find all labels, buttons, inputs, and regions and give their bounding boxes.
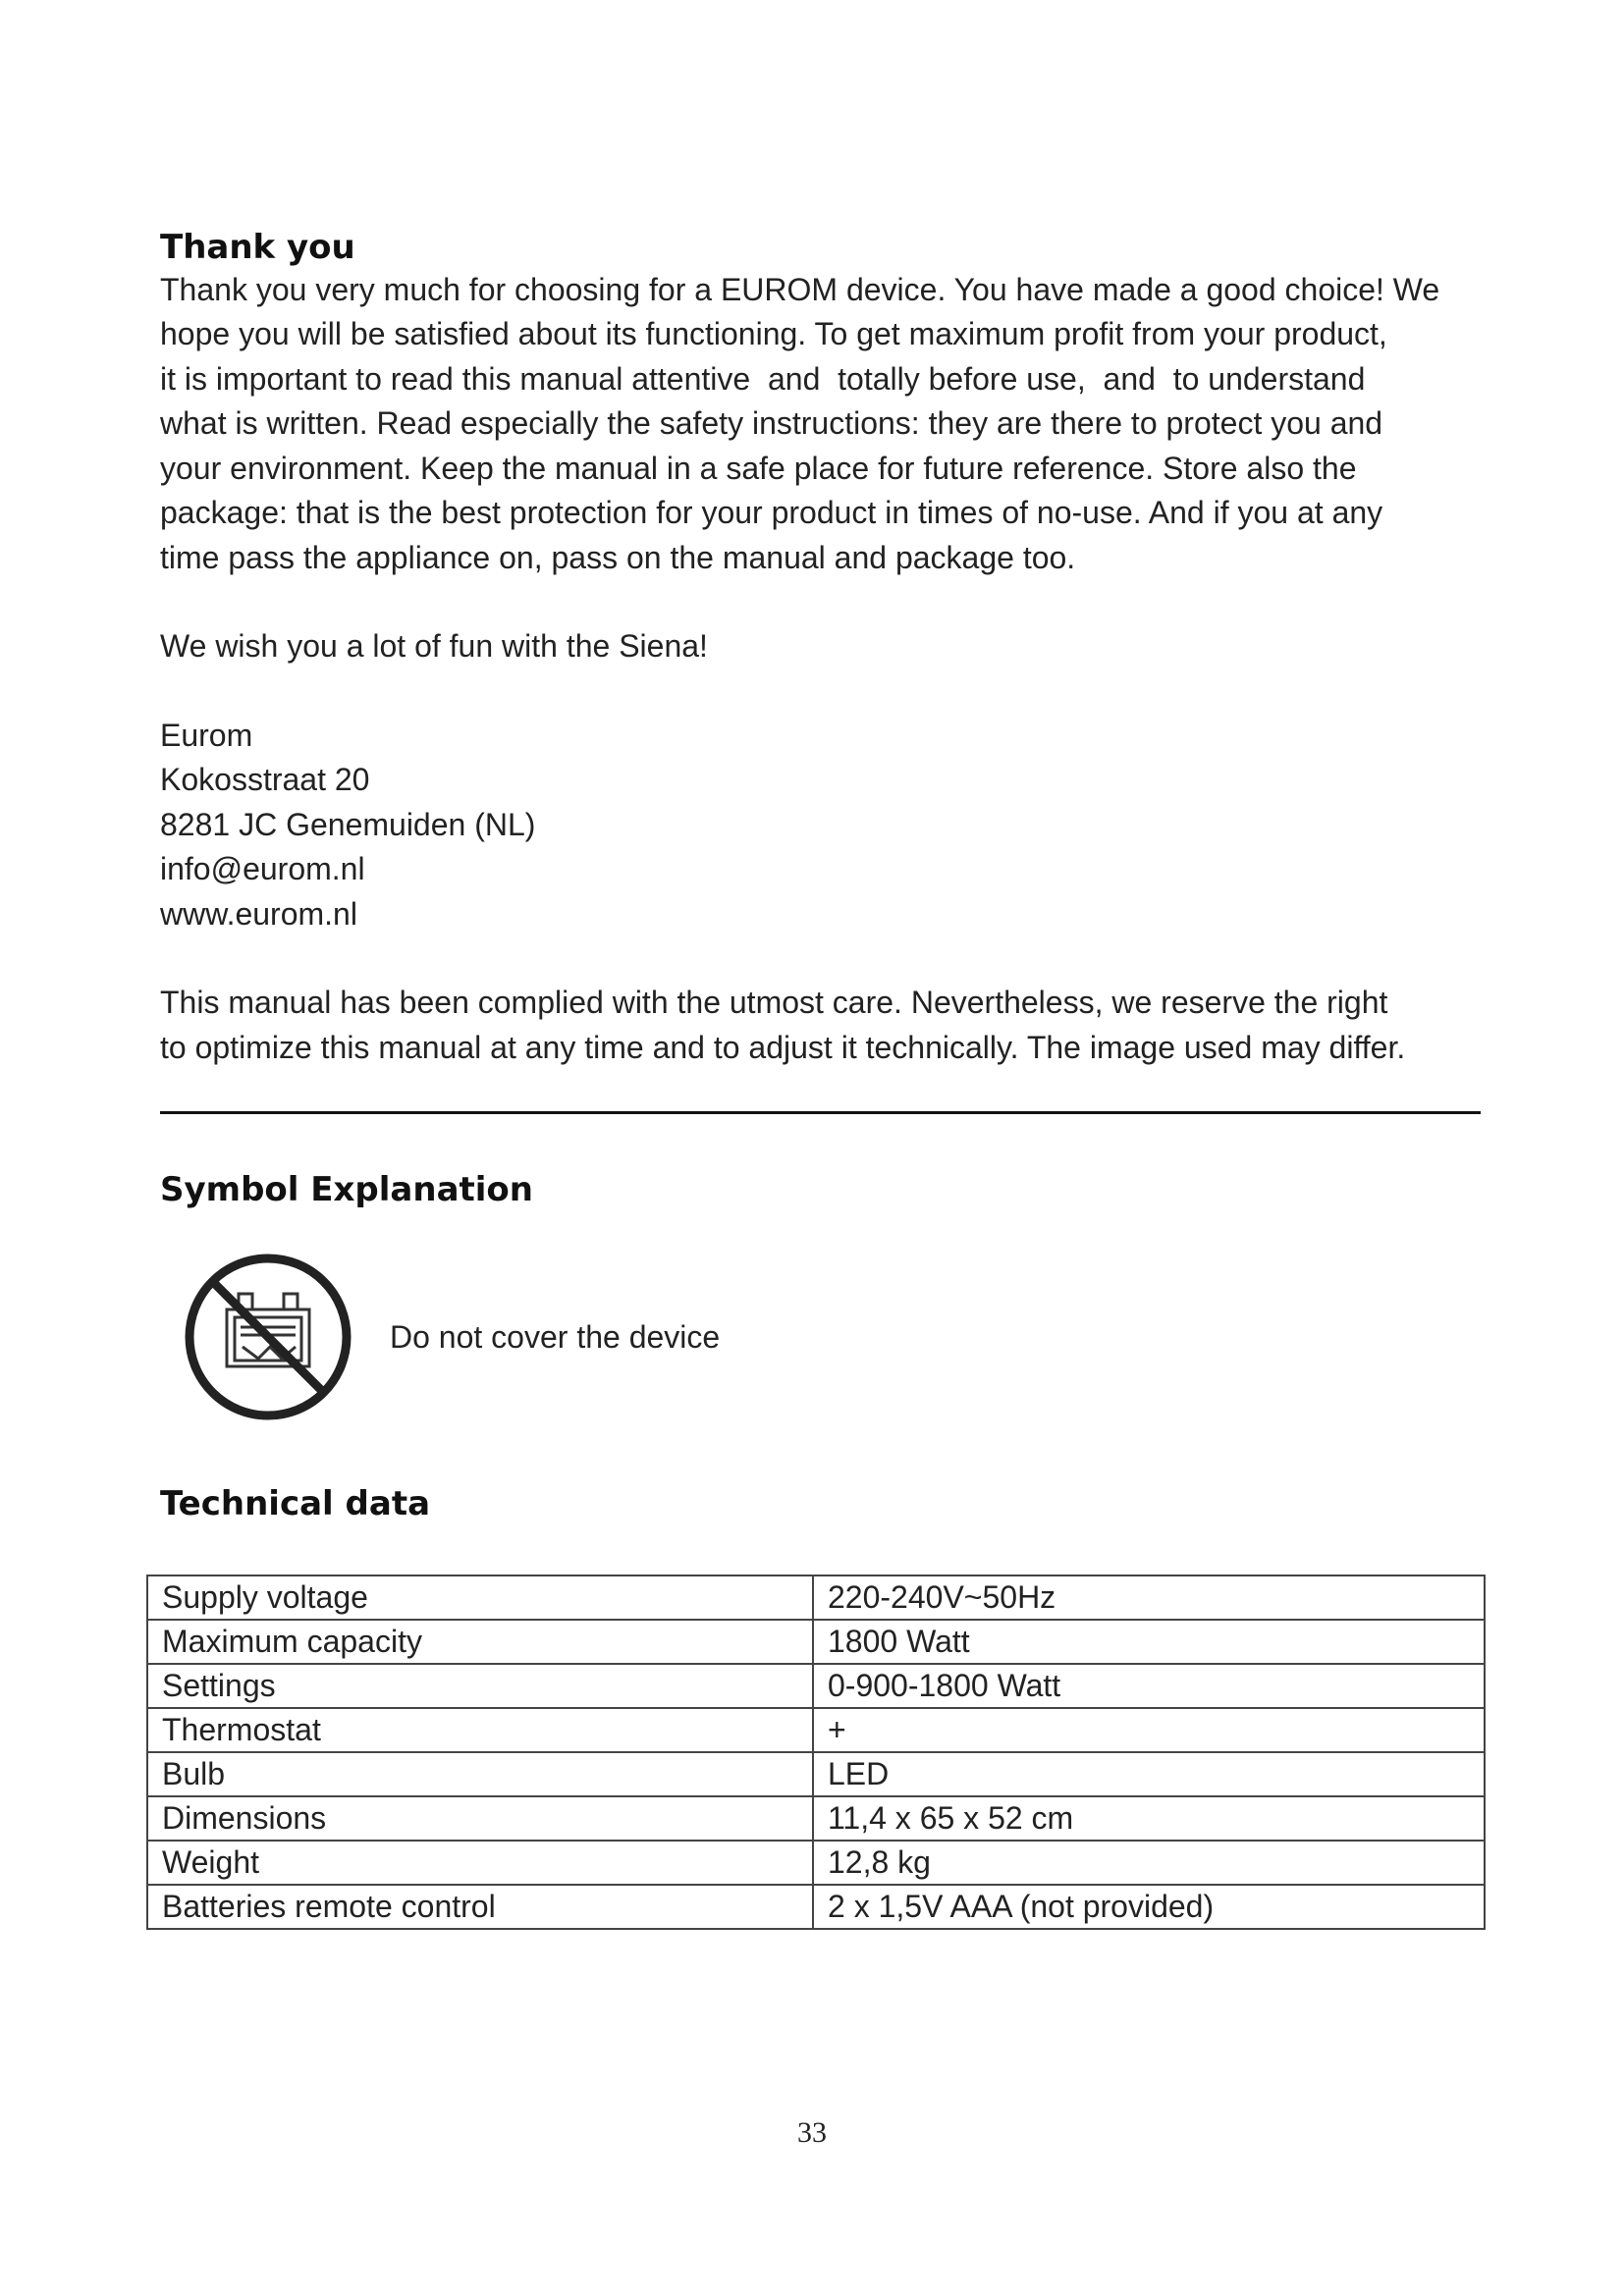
address-website: www.eurom.nl xyxy=(160,895,357,932)
table-row xyxy=(147,1841,1485,1885)
spec-value: + xyxy=(813,1708,1485,1752)
table-row xyxy=(147,1885,1485,1929)
company-address xyxy=(160,714,1486,937)
spec-label: Dimensions xyxy=(147,1796,813,1841)
table-row xyxy=(147,1796,1485,1841)
paragraph-line: package: that is the best protection for your product in times of no-use. And if you at any xyxy=(160,495,1383,531)
spec-label: Supply voltage xyxy=(147,1575,813,1620)
thank-you-section xyxy=(160,228,1486,1070)
symbol-label: Do not cover the device xyxy=(390,1318,721,1355)
technical-data-title: Technical data xyxy=(160,1484,431,1523)
table-row xyxy=(147,1664,1485,1708)
table-row xyxy=(147,1575,1485,1620)
disclaimer-line: This manual has been complied with the utmost care. Nevertheless, we reserve the right xyxy=(160,985,1388,1021)
address-street: Kokosstraat 20 xyxy=(160,762,370,798)
spec-value: 0-900-1800 Watt xyxy=(813,1664,1485,1708)
thank-you-paragraph xyxy=(160,268,1486,581)
do-not-cover-icon xyxy=(180,1249,356,1425)
spec-value: 12,8 kg xyxy=(813,1841,1485,1885)
spec-value: 220-240V~50Hz xyxy=(813,1575,1485,1620)
spec-label: Weight xyxy=(147,1841,813,1885)
technical-data-table xyxy=(146,1575,1486,1930)
page-number: 33 xyxy=(797,2116,827,2149)
table-row xyxy=(147,1752,1485,1796)
paragraph-line: what is written. Read especially the safety instructions: they are there to protect you and xyxy=(160,405,1383,442)
address-email: info@eurom.nl xyxy=(160,851,365,887)
address-city: 8281 JC Genemuiden (NL) xyxy=(160,806,536,842)
paragraph-line: time pass the appliance on, pass on the manual and package too. xyxy=(160,539,1076,575)
section-divider xyxy=(160,1111,1481,1114)
spec-label: Maximum capacity xyxy=(147,1620,813,1664)
paragraph-line: your environment. Keep the manual in a safe place for future reference. Store also the xyxy=(160,450,1357,486)
spec-label: Batteries remote control xyxy=(147,1885,813,1929)
disclaimer xyxy=(160,981,1486,1070)
thank-you-title: Thank you xyxy=(160,228,355,267)
spec-value: LED xyxy=(813,1752,1485,1796)
paragraph-line: hope you will be satisfied about its functioning. To get maximum profit from your product, xyxy=(160,316,1387,352)
table-row xyxy=(147,1620,1485,1664)
wish-line: We wish you a lot of fun with the Siena! xyxy=(160,628,708,665)
table-row xyxy=(147,1708,1485,1752)
address-company: Eurom xyxy=(160,717,253,753)
spec-value: 2 x 1,5V AAA (not provided) xyxy=(813,1885,1485,1929)
paragraph-line: it is important to read this manual attentive and totally before use, and to understand xyxy=(160,360,1366,397)
disclaimer-line: to optimize this manual at any time and to adjust it technically. The image used may differ. xyxy=(160,1029,1406,1065)
spec-label: Settings xyxy=(147,1664,813,1708)
paragraph-line: Thank you very much for choosing for a EUROM device. You have made a good choice! We xyxy=(160,271,1440,307)
spec-label: Thermostat xyxy=(147,1708,813,1752)
spec-value: 11,4 x 65 x 52 cm xyxy=(813,1796,1485,1841)
spec-value: 1800 Watt xyxy=(813,1620,1485,1664)
symbol-explanation-title: Symbol Explanation xyxy=(160,1170,533,1209)
symbol-item xyxy=(180,1249,720,1425)
spec-label: Bulb xyxy=(147,1752,813,1796)
